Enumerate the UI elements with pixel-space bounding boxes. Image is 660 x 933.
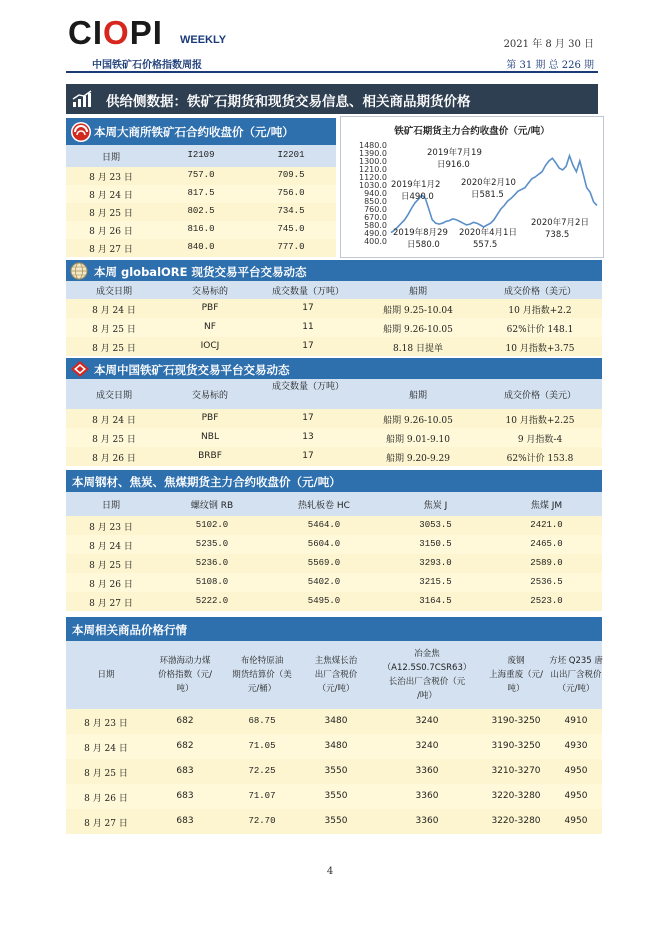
related-col-header-line: 上海重废（元/ <box>489 670 543 680</box>
issue-number: 第 31 期 总 226 期 <box>506 60 594 71</box>
table-row <box>66 516 602 535</box>
table-row <box>66 428 602 447</box>
table-row <box>66 337 602 356</box>
china-col-price: 成交价格（美元） <box>503 391 576 401</box>
supply-section-header <box>66 84 598 114</box>
table-cell: 3480 <box>324 741 348 751</box>
table-cell: 72.70 <box>248 816 276 826</box>
table-cell: 734.5 <box>277 206 305 216</box>
table-cell: 船期 9.20-9.29 <box>386 454 450 464</box>
related-col-header-line: 日期 <box>97 670 115 680</box>
table-cell: 船期 9.25-10.04 <box>383 306 453 316</box>
table-row <box>66 573 602 592</box>
table-row <box>66 167 336 185</box>
related-col-header <box>66 641 146 709</box>
dce-col-i2201: I2201 <box>277 150 305 160</box>
y-tick-label: 940.0 <box>364 189 387 198</box>
table-row <box>66 239 336 257</box>
table-cell: 682 <box>176 741 194 751</box>
china-platform-table-columns <box>66 379 602 409</box>
table-row <box>66 784 602 809</box>
table-cell: 2421.0 <box>530 520 563 530</box>
table-cell: NBL <box>201 432 219 442</box>
table-cell: 5402.0 <box>307 577 341 587</box>
table-cell: 8 月 27 日 <box>89 599 133 609</box>
table-cell: 船期 9.26-10.05 <box>383 325 453 335</box>
y-tick-label: 400.0 <box>364 237 387 246</box>
steel-col-date: 日期 <box>101 501 120 511</box>
table-cell: 3190-3250 <box>491 741 541 751</box>
table-cell: PBF <box>201 413 219 423</box>
globalore-col-date: 成交日期 <box>95 287 132 297</box>
china-platform-logo-icon <box>70 360 90 378</box>
table-cell: 62%计价 153.8 <box>506 454 574 464</box>
table-cell: 2465.0 <box>530 539 563 549</box>
dce-table-title: 本周大商所铁矿石合约收盘价（元/吨） <box>94 125 294 139</box>
table-row <box>66 535 602 554</box>
chart-annotation: 2020年4月1日 <box>459 228 517 238</box>
table-cell: 3550 <box>324 816 348 826</box>
china-platform-table-header <box>66 358 602 379</box>
y-tick-label: 850.0 <box>364 197 387 206</box>
dce-col-date: 日期 <box>101 153 120 163</box>
table-cell: 5222.0 <box>195 596 229 606</box>
table-cell: 5108.0 <box>195 577 229 587</box>
steel-futures-table-header <box>66 470 602 492</box>
table-row <box>66 221 336 239</box>
table-cell: 4950 <box>564 791 588 801</box>
weekly-label: WEEKLY <box>180 34 227 46</box>
table-cell: 3480 <box>324 716 348 726</box>
table-cell: 10 月指数+2.25 <box>505 416 575 426</box>
table-cell: 17 <box>302 341 314 351</box>
table-cell: 4910 <box>564 716 588 726</box>
chart-annotation: 日916.0 <box>437 160 470 170</box>
table-cell: 3220-3280 <box>491 791 541 801</box>
related-col-header <box>224 641 300 709</box>
table-cell: 3360 <box>415 816 439 826</box>
table-cell: 683 <box>176 766 194 776</box>
related-col-header-line: 出厂含税价 <box>314 670 358 680</box>
chart-annotation: 2019年1月2 <box>391 180 441 190</box>
table-cell: 68.75 <box>248 716 276 726</box>
table-cell: 3190-3250 <box>491 716 541 726</box>
chart-title: 铁矿石期货主力合约收盘价（元/吨） <box>394 126 550 137</box>
steel-col-jm: 焦煤 JM <box>530 501 563 511</box>
chart-plot <box>341 117 603 257</box>
table-cell: 71.05 <box>248 741 276 751</box>
table-cell: 8.18 日提单 <box>393 344 443 354</box>
related-col-header-line: 山出厂含税价 <box>550 670 602 680</box>
report-subtitle: 中国铁矿石价格指数周报 <box>92 60 202 71</box>
steel-col-hc: 热轧板卷 HC <box>298 501 350 511</box>
table-cell: 5235.0 <box>195 539 229 549</box>
related-col-header-line: 价格指数（元/ <box>158 670 212 680</box>
related-col-header <box>146 641 224 709</box>
table-cell: 757.0 <box>187 170 215 180</box>
bar-chart-icon <box>72 90 92 108</box>
table-cell: 3360 <box>415 791 439 801</box>
y-tick-label: 580.0 <box>364 221 387 230</box>
related-col-header-line: （元/吨） <box>557 684 595 694</box>
table-cell: 8 月 25 日 <box>84 769 128 779</box>
dce-table-header <box>66 118 336 145</box>
globalore-col-shipping: 船期 <box>408 287 427 297</box>
globalore-table-title: 本周 globalORE 现货交易平台交易动态 <box>94 265 307 279</box>
table-cell: 17 <box>302 413 314 423</box>
table-cell: 745.0 <box>277 224 305 234</box>
table-cell: 5464.0 <box>307 520 341 530</box>
table-cell: 13 <box>302 432 314 442</box>
table-cell: 8 月 26 日 <box>89 580 133 590</box>
dce-col-i2109: I2109 <box>187 150 215 160</box>
globalore-col-price: 成交价格（美元） <box>503 287 576 297</box>
y-tick-label: 1120.0 <box>359 173 387 182</box>
table-cell: 682 <box>176 716 194 726</box>
y-tick-label: 670.0 <box>364 213 387 222</box>
table-cell: 5236.0 <box>195 558 229 568</box>
related-col-header-line: 期货结算价（美 <box>232 670 292 680</box>
chart-annotation: 日581.5 <box>471 190 504 200</box>
chart-annotation: 2019年7月19 <box>427 148 482 158</box>
y-tick-label: 760.0 <box>364 205 387 214</box>
globalore-table-header <box>66 260 602 281</box>
table-cell: NF <box>204 322 216 332</box>
table-cell: 3360 <box>415 766 439 776</box>
related-col-header-line: 方坯 Q235 唐 <box>549 656 603 666</box>
china-platform-table-title: 本周中国铁矿石现货交易平台交易动态 <box>94 363 290 377</box>
table-cell: 8 月 27 日 <box>89 245 133 255</box>
table-cell: 8 月 25 日 <box>92 344 136 354</box>
globe-icon <box>70 262 88 280</box>
table-cell: 8 月 24 日 <box>84 744 128 754</box>
table-row <box>66 734 602 759</box>
table-cell: 17 <box>302 451 314 461</box>
table-cell: 3164.5 <box>419 596 452 606</box>
table-cell: 3150.5 <box>419 539 452 549</box>
report-date: 2021 年 8 月 30 日 <box>503 39 594 50</box>
table-row <box>66 554 602 573</box>
table-cell: 17 <box>302 303 314 313</box>
related-col-header-line: 长治出厂含税价（元 <box>388 677 466 687</box>
y-tick-label: 1300.0 <box>359 157 387 166</box>
china-col-volume: 成交数量（万吨） <box>271 382 344 392</box>
table-cell: BRBF <box>198 451 222 461</box>
related-col-header-line: 主焦煤长治 <box>314 656 358 666</box>
steel-col-j: 焦炭 J <box>423 501 448 511</box>
table-cell: 9 月指数-4 <box>517 435 563 445</box>
table-cell: 8 月 26 日 <box>89 227 133 237</box>
table-cell: 3210-3270 <box>491 766 541 776</box>
table-cell: 10 月指数+2.2 <box>508 306 572 316</box>
related-col-header <box>550 641 602 709</box>
chart-annotation: 738.5 <box>545 230 570 240</box>
table-cell: 8 月 24 日 <box>89 191 133 201</box>
table-row <box>66 592 602 611</box>
table-row <box>66 318 602 337</box>
table-row <box>66 299 602 318</box>
related-col-header-line: 吨） <box>507 684 525 694</box>
chart-annotation: 557.5 <box>473 240 498 250</box>
header-rule <box>66 71 598 73</box>
table-cell: 8 月 25 日 <box>89 561 133 571</box>
related-col-header-line: （A12.5S0.7CSR63） <box>382 663 472 673</box>
related-col-header-line: 环渤海动力煤 <box>159 656 211 666</box>
table-cell: 840.0 <box>187 242 215 252</box>
table-row <box>66 203 336 221</box>
chart-annotation: 2019年8月29 <box>393 228 448 238</box>
table-cell: 3215.5 <box>419 577 452 587</box>
globalore-table-columns <box>66 281 602 299</box>
table-cell: PBF <box>201 303 219 313</box>
related-table-columns <box>66 641 602 709</box>
related-col-header-line: 冶金焦 <box>414 649 440 659</box>
related-col-header-line: 吨） <box>176 684 194 694</box>
related-col-header <box>482 641 550 709</box>
iron-ore-futures-chart <box>340 116 604 258</box>
related-col-header <box>372 641 482 709</box>
steel-futures-table-columns <box>66 492 602 516</box>
table-cell: 817.5 <box>187 188 215 198</box>
table-cell: 3550 <box>324 791 348 801</box>
table-cell: 3293.0 <box>419 558 452 568</box>
chart-annotation: 日490.0 <box>401 192 434 202</box>
chart-annotation: 2020年7月2日 <box>531 218 589 228</box>
table-cell: IOCJ <box>200 341 220 351</box>
table-cell: 777.0 <box>277 242 305 252</box>
table-cell: 4950 <box>564 816 588 826</box>
steel-col-rb: 螺纹钢 RB <box>190 501 234 511</box>
steel-futures-table-title: 本周钢材、焦炭、焦煤期货主力合约收盘价（元/吨） <box>72 475 341 489</box>
table-cell: 2523.0 <box>530 596 563 606</box>
dce-logo-icon <box>70 121 92 143</box>
related-commodities-table-header <box>66 617 602 641</box>
table-cell: 5495.0 <box>307 596 341 606</box>
table-cell: 船期 9.01-9.10 <box>386 435 450 445</box>
table-cell: 8 月 24 日 <box>92 306 136 316</box>
table-cell: 10 月指数+3.75 <box>505 344 575 354</box>
table-cell: 8 月 25 日 <box>92 435 136 445</box>
related-commodities-table-title: 本周相关商品价格行情 <box>72 623 187 637</box>
table-cell: 8 月 27 日 <box>84 819 128 829</box>
y-tick-label: 490.0 <box>364 229 387 238</box>
table-cell: 3550 <box>324 766 348 776</box>
table-cell: 8 月 25 日 <box>92 325 136 335</box>
related-col-header <box>300 641 372 709</box>
china-col-shipping: 船期 <box>408 391 427 401</box>
table-cell: 816.0 <box>187 224 215 234</box>
table-cell: 683 <box>176 791 194 801</box>
related-col-header-line: 布伦特原油 <box>240 656 284 666</box>
table-row <box>66 447 602 466</box>
table-cell: 5102.0 <box>195 520 229 530</box>
chart-annotation: 日580.0 <box>407 240 440 250</box>
table-cell: 船期 9.26-10.05 <box>383 416 453 426</box>
y-tick-label: 1390.0 <box>359 149 387 158</box>
table-cell: 3240 <box>415 716 439 726</box>
table-cell: 5569.0 <box>307 558 341 568</box>
table-cell: 8 月 23 日 <box>89 523 133 533</box>
dce-table-columns <box>66 145 336 167</box>
table-cell: 709.5 <box>277 170 305 180</box>
table-cell: 8 月 26 日 <box>84 794 128 804</box>
ciopi-logo: CIOPI <box>68 14 163 51</box>
china-col-date: 成交日期 <box>95 391 132 401</box>
table-cell: 62%计价 148.1 <box>506 325 574 335</box>
globalore-col-volume: 成交数量（万吨） <box>271 287 344 297</box>
table-cell: 2589.0 <box>530 558 563 568</box>
table-cell: 5604.0 <box>307 539 341 549</box>
table-row <box>66 185 336 203</box>
related-col-header-line: 元/桶） <box>247 684 277 694</box>
table-cell: 3220-3280 <box>491 816 541 826</box>
related-col-header-line: /吨） <box>417 691 437 701</box>
y-tick-label: 1480.0 <box>359 141 387 150</box>
table-row <box>66 809 602 834</box>
globalore-col-product: 交易标的 <box>191 287 228 297</box>
table-cell: 8 月 23 日 <box>84 719 128 729</box>
table-row <box>66 709 602 734</box>
supply-section-title: 供给侧数据：铁矿石期货和现货交易信息、相关商品期货价格 <box>106 94 471 110</box>
table-cell: 8 月 24 日 <box>92 416 136 426</box>
related-col-header-line: （元/吨） <box>317 684 355 694</box>
page-number: 4 <box>326 866 334 877</box>
table-row <box>66 409 602 428</box>
table-cell: 3053.5 <box>419 520 452 530</box>
related-col-header-line: 废钢 <box>507 656 525 666</box>
table-row <box>66 759 602 784</box>
table-cell: 11 <box>302 322 314 332</box>
china-col-product: 交易标的 <box>191 391 228 401</box>
table-cell: 8 月 23 日 <box>89 173 133 183</box>
table-cell: 756.0 <box>277 188 305 198</box>
table-cell: 8 月 25 日 <box>89 209 133 219</box>
table-cell: 4950 <box>564 766 588 776</box>
table-cell: 72.25 <box>248 766 276 776</box>
table-cell: 3240 <box>415 741 439 751</box>
y-tick-label: 1030.0 <box>359 181 387 190</box>
table-cell: 683 <box>176 816 194 826</box>
table-cell: 71.07 <box>248 791 276 801</box>
table-cell: 8 月 24 日 <box>89 542 133 552</box>
chart-annotation: 2020年2月10 <box>461 178 516 188</box>
table-cell: 4930 <box>564 741 588 751</box>
y-tick-label: 1210.0 <box>359 165 387 174</box>
table-cell: 8 月 26 日 <box>92 454 136 464</box>
table-cell: 802.5 <box>187 206 215 216</box>
table-cell: 2536.5 <box>530 577 563 587</box>
